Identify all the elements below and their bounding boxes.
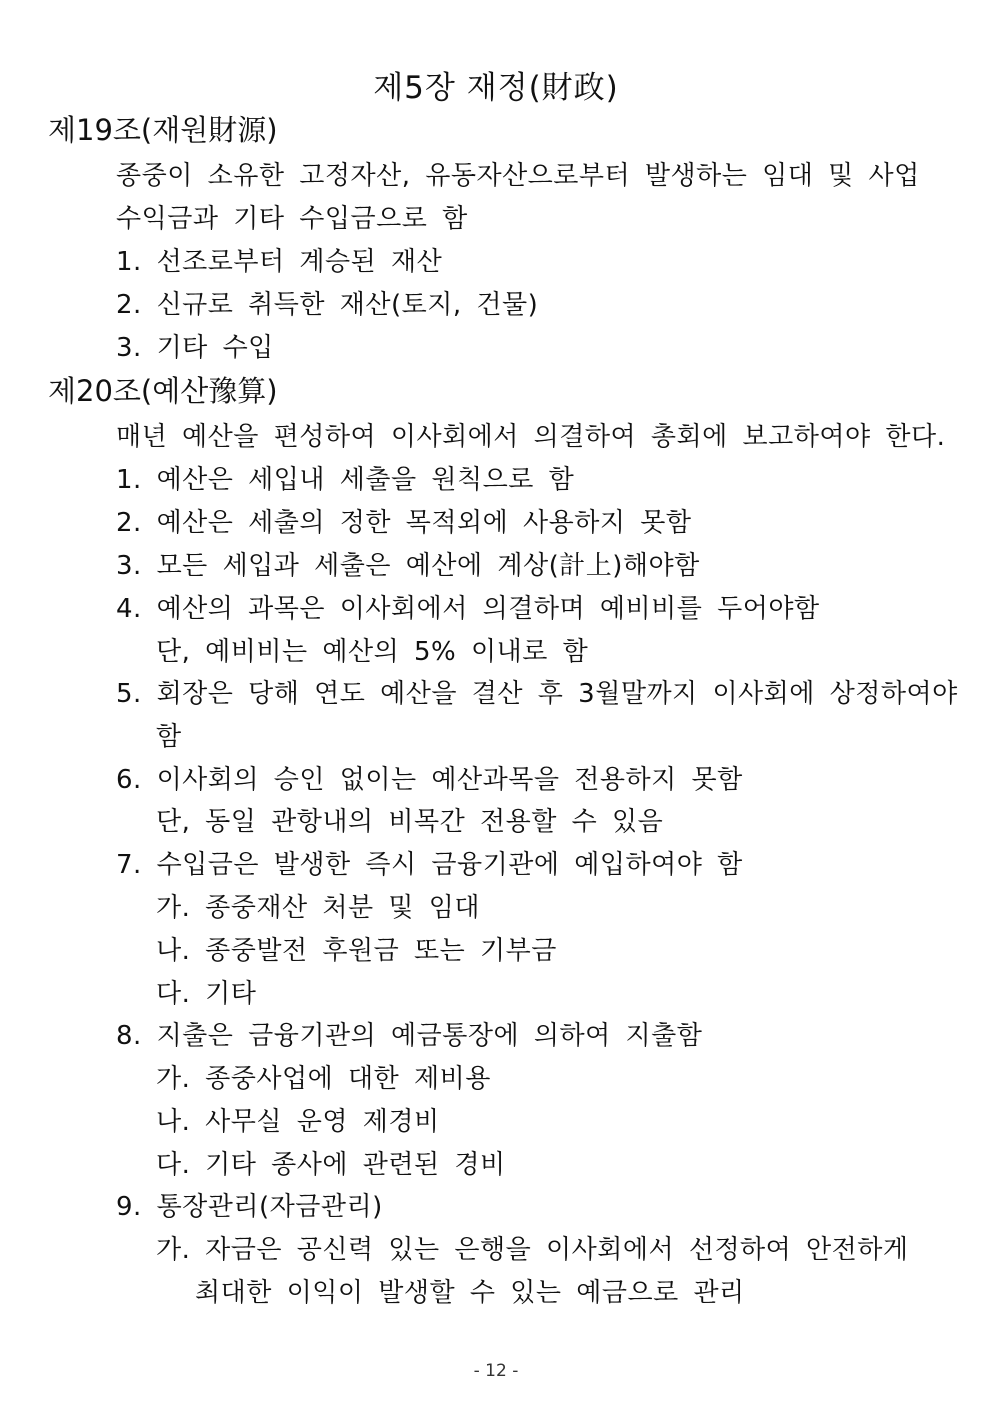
list-item: 1. 예산은 세입내 세출을 원칙으로 함 xyxy=(116,465,575,495)
list-item: 3. 모든 세입과 세출은 예산에 계상(計上)해야함 xyxy=(116,551,700,581)
list-item: 3. 기타 수입 xyxy=(116,333,274,363)
sub-list-item-continuation: 최대한 이익이 발생할 수 있는 예금으로 관리 xyxy=(195,1278,745,1308)
chapter-title: 제5장 재정(財政) xyxy=(373,70,619,106)
sub-list-item: 다. 기타 xyxy=(156,979,257,1009)
sub-list-item: 다. 기타 종사에 관련된 경비 xyxy=(156,1150,506,1180)
sub-list-item: 나. 사무실 운영 제경비 xyxy=(156,1107,440,1137)
list-item: 1. 선조로부터 계승된 재산 xyxy=(116,247,443,277)
sub-list-item: 가. 자금은 공신력 있는 은행을 이사회에서 선정하여 안전하게 xyxy=(156,1235,909,1265)
list-item: 5. 회장은 당해 연도 예산을 결산 후 3월말까지 이사회에 상정하여야 xyxy=(116,679,958,709)
list-item: 6. 이사회의 승인 없이는 예산과목을 전용하지 못함 xyxy=(116,765,743,795)
list-item: 2. 예산은 세출의 정한 목적외에 사용하지 못함 xyxy=(116,508,692,538)
list-item-continuation: 단, 동일 관항내의 비목간 전용할 수 있음 xyxy=(156,807,664,837)
article-body-line: 종중이 소유한 고정자산, 유동자산으로부터 발생하는 임대 및 사업 xyxy=(116,161,920,191)
sub-list-item: 나. 종중발전 후원금 또는 기부금 xyxy=(156,936,557,966)
page-number: - 12 - xyxy=(473,1361,519,1381)
list-item-continuation: 함 xyxy=(156,722,182,752)
list-item: 9. 통장관리(자금관리) xyxy=(116,1192,383,1222)
list-item-continuation: 단, 예비비는 예산의 5% 이내로 함 xyxy=(156,637,589,667)
article-heading: 제20조(예산豫算) xyxy=(48,374,278,408)
sub-list-item: 가. 종중재산 처분 및 임대 xyxy=(156,893,480,923)
list-item: 7. 수입금은 발생한 즉시 금융기관에 예입하여야 함 xyxy=(116,850,743,880)
article-heading: 제19조(재원財源) xyxy=(48,113,278,147)
list-item: 8. 지출은 금융기관의 예금통장에 의하여 지출함 xyxy=(116,1021,703,1051)
article-body-line: 수익금과 기타 수입금으로 함 xyxy=(116,204,468,234)
sub-list-item: 가. 종중사업에 대한 제비용 xyxy=(156,1064,491,1094)
list-item: 2. 신규로 취득한 재산(토지, 건물) xyxy=(116,290,539,320)
list-item: 4. 예산의 과목은 이사회에서 의결하며 예비비를 두어야함 xyxy=(116,594,820,624)
article-body-line: 매년 예산을 편성하여 이사회에서 의결하여 총회에 보고하여야 한다. xyxy=(116,422,946,452)
